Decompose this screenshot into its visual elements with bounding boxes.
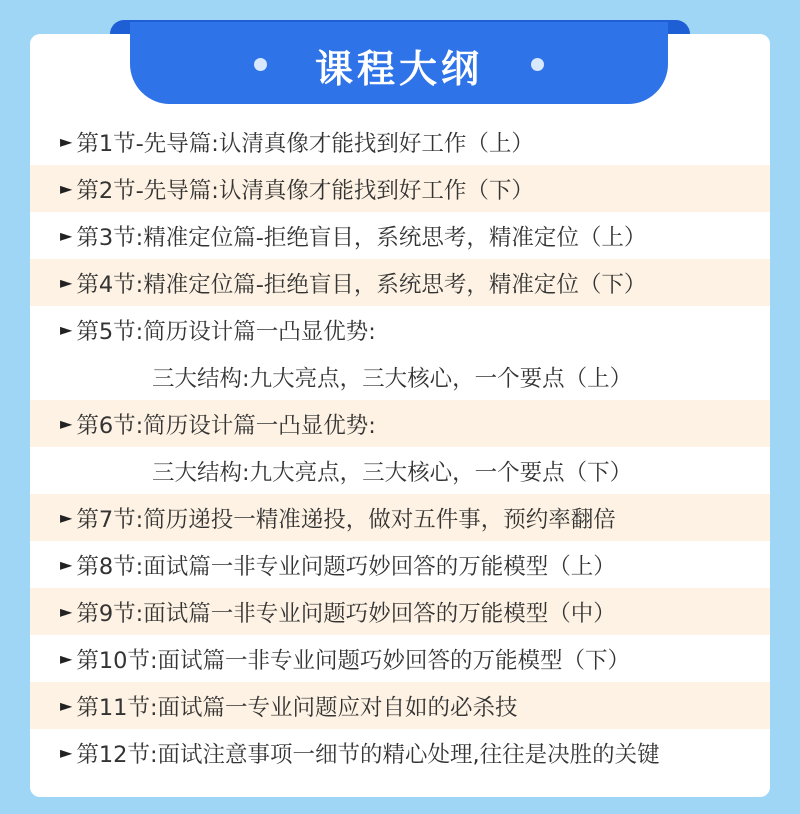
list-item-text: 第7节:简历递投一精准递投，做对五件事，预约率翻倍	[76, 506, 616, 533]
list-item	[30, 212, 770, 259]
list-item-text: 第10节:面试篇一非专业问题巧妙回答的万能模型（下）	[76, 647, 631, 674]
list-item-text: 三大结构:九大亮点，三大核心，一个要点（上）	[152, 365, 633, 392]
triangle-bullet-icon: ►	[60, 226, 73, 245]
triangle-bullet-icon: ►	[60, 602, 73, 621]
list-item	[30, 729, 770, 776]
list-item-text: 第2节-先导篇:认清真像才能找到好工作（下）	[76, 177, 534, 204]
list-item	[30, 400, 770, 447]
list-item	[30, 165, 770, 212]
triangle-bullet-icon: ►	[60, 414, 73, 433]
list-item-text: 第11节:面试篇一专业问题应对自如的必杀技	[76, 694, 518, 721]
list-item-text: 第1节-先导篇:认清真像才能找到好工作（上）	[76, 130, 534, 157]
list-item-text: 第6节:简历设计篇一凸显优势:	[76, 412, 376, 439]
list-item	[30, 682, 770, 729]
triangle-bullet-icon: ►	[60, 743, 73, 762]
list-item-text: 第9节:面试篇一非专业问题巧妙回答的万能模型（中）	[76, 600, 616, 627]
header-tab	[130, 22, 668, 104]
list-item-text: 第12节:面试注意事项一细节的精心处理,往往是决胜的关键	[76, 741, 660, 768]
list-item	[30, 306, 770, 353]
course-outline-list	[30, 118, 770, 776]
triangle-bullet-icon: ►	[60, 555, 73, 574]
list-item-text: 第4节:精准定位篇-拒绝盲目，系统思考，精准定位（下）	[76, 271, 647, 298]
triangle-bullet-icon: ►	[60, 273, 73, 292]
triangle-bullet-icon: ►	[60, 696, 73, 715]
list-item-text: 第3节:精准定位篇-拒绝盲目，系统思考，精准定位（上）	[76, 224, 647, 251]
list-item-text: 第5节:简历设计篇一凸显优势:	[76, 318, 376, 345]
list-item	[30, 353, 770, 400]
triangle-bullet-icon: ►	[60, 649, 73, 668]
triangle-bullet-icon: ►	[60, 132, 73, 151]
triangle-bullet-icon: ►	[60, 179, 73, 198]
list-item-text: 三大结构:九大亮点，三大核心，一个要点（下）	[152, 459, 633, 486]
dot-left-icon	[254, 58, 267, 71]
list-item	[30, 447, 770, 494]
page-title: 课程大纲	[314, 46, 483, 91]
dot-right-icon	[531, 58, 544, 71]
list-item	[30, 118, 770, 165]
list-item	[30, 494, 770, 541]
list-item	[30, 635, 770, 682]
list-item	[30, 259, 770, 306]
list-item	[30, 541, 770, 588]
list-item-text: 第8节:面试篇一非专业问题巧妙回答的万能模型（上）	[76, 553, 616, 580]
triangle-bullet-icon: ►	[60, 320, 73, 339]
list-item	[30, 588, 770, 635]
triangle-bullet-icon: ►	[60, 508, 73, 527]
